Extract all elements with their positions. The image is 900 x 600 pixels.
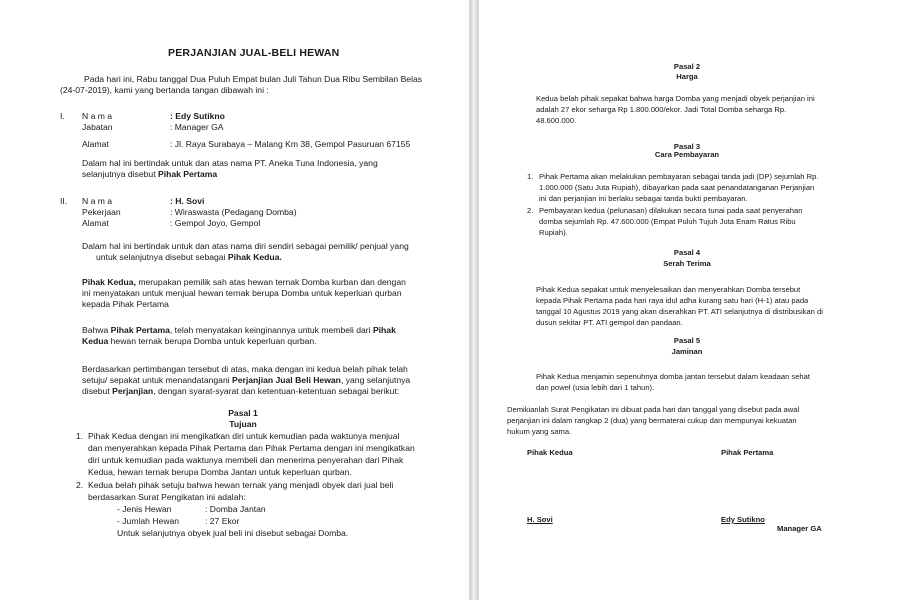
paragraph-line <box>82 277 406 288</box>
signature-label-left: Pihak Kedua <box>527 448 573 457</box>
party-number: II. <box>60 196 68 206</box>
field-label: N a m a <box>82 111 113 121</box>
paragraph-line: dan powel (usia lebih dari 1 tahun). <box>536 383 655 392</box>
article-subheading: Cara Pembayaran <box>654 150 720 159</box>
document-page-right <box>478 0 900 600</box>
list-line: ini dan perjanjian ini berlaku sebagai tanda bukti pembayaran. <box>539 194 748 203</box>
paragraph-line: adalah 27 ekor seharga Rp 1.800.000/ekor. Jadi Total Domba seharga Rp. <box>536 105 787 114</box>
paragraph-text: , dengan syarat-syarat dan ketentuan-ketentuan sebagai berikut: <box>153 386 400 396</box>
field-label: Pekerjaan <box>82 207 121 217</box>
article-heading: Pasal 2 <box>673 62 701 71</box>
party-role: Pihak Pertama <box>157 169 218 179</box>
field-value: : Manager GA <box>170 122 224 132</box>
act-line: Dalam hal ini bertindak untuk dan atas nama diri sendiri sebagai pemilik/ penjual yang <box>82 241 409 251</box>
spec-value: : Domba Jantan <box>205 504 266 514</box>
party-number: I. <box>60 111 65 121</box>
field-label: Jabatan <box>82 122 113 132</box>
article-subheading: Serah Terima <box>663 259 711 268</box>
intro-line: Pada hari ini, Rabu tanggal Dua Puluh Empat bulan Juli Tahun Dua Ribu Sembilan Belas <box>84 74 423 84</box>
spec-label: - Jenis Hewan <box>117 504 172 514</box>
paragraph-line <box>82 375 410 386</box>
list-line: Pihak Pertama akan melakukan pembayaran sebagai tanda jadi (DP) sejumlah Rp. <box>539 172 819 181</box>
article-heading: Pasal 3 <box>673 142 701 151</box>
article-subheading: Jaminan <box>671 347 703 356</box>
paragraph-text: Bahwa <box>82 325 111 335</box>
signature-name-right: Edy Sutikno <box>721 515 765 524</box>
signature-title-right: Manager GA <box>777 524 822 533</box>
article-heading: Pasal 5 <box>673 336 701 345</box>
field-label: N a m a <box>82 196 113 206</box>
list-line: dan menyerahkan kepada Pihak Pertama dan Pihak Pertama dengan ini mengikatkan <box>88 443 415 453</box>
field-label: Alamat <box>82 218 109 228</box>
act-line <box>82 169 217 180</box>
paragraph-text: disebut <box>82 386 113 396</box>
closing-line: Demikianlah Surat Pengikatan ini dibuat pada hari dan tanggal yang disebut pada awal <box>507 405 800 414</box>
page-fold <box>470 0 478 600</box>
paragraph-line: kepada Pihak Pertama <box>82 299 169 309</box>
paragraph-line: kepada Pihak Pertama pada hari raya idul adha kurang satu hari (H-1) atau pada <box>536 296 809 305</box>
signature-label-right: Pihak Pertama <box>721 448 774 457</box>
paragraph-line <box>82 336 317 347</box>
act-line: Dalam hal ini bertindak untuk dan atas nama PT. Aneka Tuna Indonesia, yang <box>82 158 378 168</box>
paragraph-line: tanggal 10 Agustus 2019 yang akan diserahkan PT. ATI selanjutnya di distribusikan di <box>536 307 823 316</box>
closing-line: hukum yang sama. <box>507 427 572 436</box>
article-subheading: Harga <box>676 72 698 81</box>
bold-term: Perjanjian <box>112 386 154 396</box>
list-line: Untuk selanjutnya obyek jual beli ini disebut sebagai Domba. <box>117 528 349 538</box>
list-line: Rupiah). <box>539 228 568 237</box>
paragraph-line: Kedua belah pihak sepakat bahwa harga Domba yang menjadi obyek perjanjian ini <box>536 94 815 103</box>
list-line: domba sejumlah Rp. 47.600.000 (Empat Puluh Tujuh Juta Enam Ratus Ribu <box>539 217 796 226</box>
list-number: 1. <box>527 172 534 181</box>
list-line: 1.000.000 (Satu Juta Rupiah), dibayarkan pada saat penandatanganan Perjanjian <box>539 183 815 192</box>
paragraph-text: , telah menyatakan keinginannya untuk membeli dari <box>169 325 373 335</box>
article-heading: Pasal 1 <box>228 408 258 418</box>
field-value: : Jl. Raya Surabaya – Malang Km 38, Gempol Pasuruan 67155 <box>170 139 411 149</box>
article-subheading: Tujuan <box>229 419 257 429</box>
field-value: : Edy Sutikno <box>170 111 225 121</box>
act-text: untuk selanjutnya disebut sebagai <box>96 252 228 262</box>
paragraph-text: hewan ternak berupa Domba untuk keperluan qurban. <box>108 336 317 346</box>
party-role: Pihak Kedua. <box>227 252 282 262</box>
bold-term: Pihak <box>372 325 396 335</box>
paragraph-text: merupakan pemilik sah atas hewan ternak Domba kurban dan dengan <box>135 277 406 287</box>
paragraph-line <box>82 386 399 397</box>
paragraph-line: ini menyatakan untuk menjual hewan ternak berupa Domba untuk keperluan qurban <box>82 288 402 298</box>
paragraph-line: 48.600.000. <box>536 116 577 125</box>
field-value: : Wiraswasta (Pedagang Domba) <box>170 207 297 217</box>
field-value: : Gempol Joyo, Gempol <box>170 218 261 228</box>
bold-term: Perjanjian Jual Beli Hewan <box>232 375 341 385</box>
list-line: diri untuk kemudian pada waktunya membeli dan menerima penyerahan dari Pihak <box>88 455 404 465</box>
act-line <box>96 252 282 263</box>
intro-line: (24-07-2019), kami yang bertanda tangan dibawah ini : <box>60 85 269 95</box>
list-line: Pembayaran kedua (pelunasan) dilakukan secara tunai pada saat penyerahan <box>539 206 803 215</box>
paragraph-line: Pihak Kedua menjamin sepenuhnya domba jantan tersebut dalam keadaan sehat <box>536 372 810 381</box>
closing-line: perjanjian ini dalam rangkap 2 (dua) yang bermaterai cukup dan mempunyai kekuatan <box>507 416 797 425</box>
bold-term: Pihak Pertama <box>110 325 170 335</box>
paragraph-line: Pihak Kedua sepakat untuk menyelesaikan dan menyerahkan Domba tersebut <box>536 285 801 294</box>
act-text: selanjutnya disebut <box>82 169 158 179</box>
paragraph-text: , yang selanjutnya <box>340 375 411 385</box>
paragraph-line <box>82 325 396 336</box>
list-number: 2. <box>527 206 534 215</box>
bold-term: Pihak Kedua, <box>82 277 136 287</box>
list-line: Kedua, hewan ternak berupa Domba Jantan untuk keperluan qurban. <box>88 467 352 477</box>
signature-name-left: H. Sovi <box>527 515 553 524</box>
list-line: berdasarkan Surat Pengikatan ini adalah: <box>88 492 246 502</box>
field-value: : H. Sovi <box>170 196 205 206</box>
article-heading: Pasal 4 <box>673 248 701 257</box>
field-label: Alamat <box>82 139 109 149</box>
paragraph-line: Berdasarkan pertimbangan tersebut di atas, maka dengan ini kedua belah pihak telah <box>82 364 408 374</box>
spec-label: - Jumlah Hewan <box>117 516 180 526</box>
document-title: PERJANJIAN JUAL-BELI HEWAN <box>168 47 340 59</box>
paragraph-line: dusun sekitar PT. ATI gempol dan pandaan. <box>536 318 683 327</box>
paragraph-text: setuju/ sepakat untuk menandatangani <box>82 375 233 385</box>
bold-term: Kedua <box>82 336 109 346</box>
spec-value: : 27 Ekor <box>205 516 240 526</box>
list-line: Kedua belah pihak setuju bahwa hewan ternak yang menjadi obyek dari jual beli <box>88 480 394 490</box>
list-number: 1. <box>76 431 84 441</box>
list-number: 2. <box>76 480 84 490</box>
list-line: Pihak Kedua dengan ini mengikatkan diri untuk kemudian pada waktunya menjual <box>88 431 400 441</box>
